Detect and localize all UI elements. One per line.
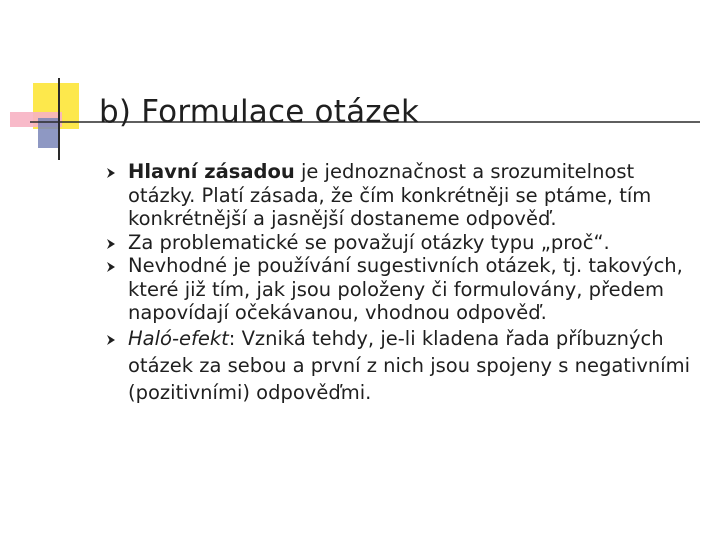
arrowhead-bullet-icon <box>106 168 116 178</box>
bullet-item-1 <box>106 160 706 231</box>
bullet-text: Nevhodné je používání sugestivních otázek, tj. takových, které již tím, jak jsou položeny či formulovány, předem napovídají očekávanou, vhodnou odpověď. <box>128 254 683 324</box>
slide-title: b) Formulace otázek <box>99 94 420 130</box>
bullet-item-3 <box>106 254 706 325</box>
bullet-item-4 <box>106 325 706 406</box>
bullet-text: : Vzniká tehdy, je-li kladena řada příbuzných otázek za sebou a první z nich jsou spojeny s negativními (pozitivními) odpověďmi. <box>128 326 691 404</box>
bullet-text: Za problematické se považují otázky typu „proč“. <box>128 230 610 254</box>
bullet-item-2 <box>106 231 706 255</box>
bullet-text: je jednoznačnost a srozumitelnost otázky. Platí zásada, že čím konkrétněji se ptáme, tím konkrétnější a jasnější dostaneme odpověď. <box>128 160 652 230</box>
bullet-lead-text: Haló-efekt <box>128 326 229 350</box>
arrowhead-bullet-icon <box>106 262 116 272</box>
arrowhead-bullet-icon <box>106 335 116 345</box>
arrowhead-bullet-icon <box>106 239 116 249</box>
bullet-list <box>106 160 706 406</box>
bullet-lead-text: Hlavní zásadou <box>128 160 295 183</box>
